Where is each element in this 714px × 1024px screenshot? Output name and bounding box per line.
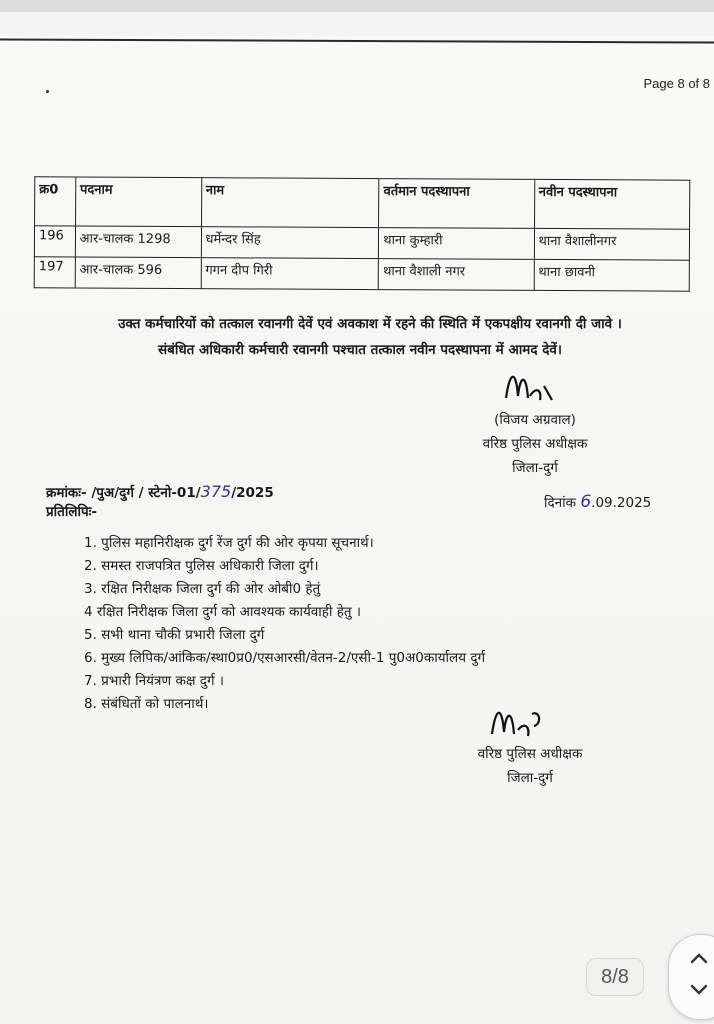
header-new-posting: नवीन पदस्थापना bbox=[534, 179, 690, 229]
cell-name: धर्मेन्दर सिंह bbox=[201, 227, 379, 259]
ink-dot bbox=[46, 90, 49, 93]
cell-new-posting: थाना वैशालीनगर bbox=[534, 228, 690, 260]
list-item: 6. मुख्य लिपिक/आंकिक/स्था0प्र0/एसआरसी/वेतन-2/एसी-1 पु0अ0कार्यालय दुर्ग bbox=[84, 650, 486, 666]
table-row bbox=[34, 257, 689, 291]
date-rest: .09.2025 bbox=[591, 495, 652, 511]
signatory-name: (विजय अग्रवाल) bbox=[494, 412, 576, 428]
handwritten-signature-2 bbox=[486, 700, 556, 747]
cell-designation: आर-चालक 596 bbox=[75, 257, 201, 289]
cell-name: गगन दीप गिरी bbox=[201, 258, 379, 290]
table-row bbox=[34, 226, 689, 260]
cell-new-posting: थाना छावनी bbox=[534, 259, 690, 291]
page-label: Page 8 of 8 bbox=[643, 76, 710, 91]
list-item: 5. सभी थाना चौकी प्रभारी जिला दुर्ग bbox=[84, 627, 265, 643]
reference-handwritten-number: 375 bbox=[200, 482, 232, 501]
cell-serial: 196 bbox=[34, 226, 75, 257]
list-item: 7. प्रभारी नियंत्रण कक्ष दुर्ग । bbox=[84, 673, 224, 689]
instruction-line-2: संबंधित अधिकारी कर्मचारी रवानगी पश्चात तत्काल नवीन पदस्थापना में आमद देवें। bbox=[158, 342, 562, 358]
signatory-block bbox=[440, 408, 630, 480]
header-serial: क्र0 bbox=[35, 177, 76, 226]
header-designation: पदनाम bbox=[75, 177, 201, 227]
copy-heading: प्रतिलिपिः- bbox=[46, 504, 98, 520]
handwritten-signature bbox=[500, 366, 570, 413]
cell-serial: 197 bbox=[34, 257, 75, 288]
chevron-down-icon[interactable] bbox=[689, 979, 709, 999]
page-navigation-control[interactable] bbox=[668, 934, 714, 1020]
date-label: दिनांक bbox=[544, 495, 577, 511]
signatory-block-2 bbox=[450, 742, 610, 790]
chevron-up-icon[interactable] bbox=[689, 949, 709, 969]
reference-prefix: क्रमांकः- /पुअ/दुर्ग / स्टेनो-01/ bbox=[46, 485, 201, 501]
posting-table bbox=[34, 176, 691, 291]
signatory2-district: जिला-दुर्ग bbox=[507, 770, 553, 786]
signatory2-designation: वरिष्ठ पुलिस अधीक्षक bbox=[477, 746, 583, 762]
signatory-designation: वरिष्ठ पुलिस अधीक्षक bbox=[482, 436, 588, 452]
issue-date bbox=[544, 492, 651, 512]
list-item: 1. पुलिस महानिरीक्षक दुर्ग रेंज दुर्ग की ओर कृपया सूचनार्थ। bbox=[84, 535, 374, 551]
page-counter: 8/8 bbox=[586, 958, 644, 996]
cell-current-posting: थाना वैशाली नगर bbox=[379, 259, 534, 291]
header-name: नाम bbox=[201, 178, 379, 228]
instruction-line-1: उक्त कर्मचारियों को तत्काल रवानगी देवें एवं अवकाश में रहने की स्थिति में एकपक्षीय रवानगी दी जावे । bbox=[118, 316, 622, 332]
cell-designation: आर-चालक 1298 bbox=[75, 226, 201, 258]
header-current-posting: वर्तमान पदस्थापना bbox=[379, 179, 535, 229]
viewer-top-bar bbox=[0, 0, 714, 12]
reference-suffix: /2025 bbox=[231, 485, 274, 501]
date-day: 6 bbox=[580, 492, 592, 512]
signatory-district: जिला-दुर्ग bbox=[512, 460, 558, 476]
list-item: 8. संबंधितों को पालनार्थ। bbox=[84, 696, 209, 712]
list-item: 3. रक्षित निरीक्षक जिला दुर्ग की ओर ओबी0 हेतुं bbox=[84, 581, 321, 597]
list-item: 4 रक्षित निरीक्षक जिला दुर्ग को आवश्यक कार्यवाही हेतु । bbox=[84, 604, 362, 620]
list-item: 2. समस्त राजपत्रित पुलिस अधिकारी जिला दुर्ग। bbox=[84, 558, 319, 574]
reference-number bbox=[46, 482, 274, 501]
copy-list bbox=[84, 532, 485, 716]
table-header-row bbox=[35, 177, 690, 229]
cell-current-posting: थाना कुम्हारी bbox=[379, 228, 534, 260]
